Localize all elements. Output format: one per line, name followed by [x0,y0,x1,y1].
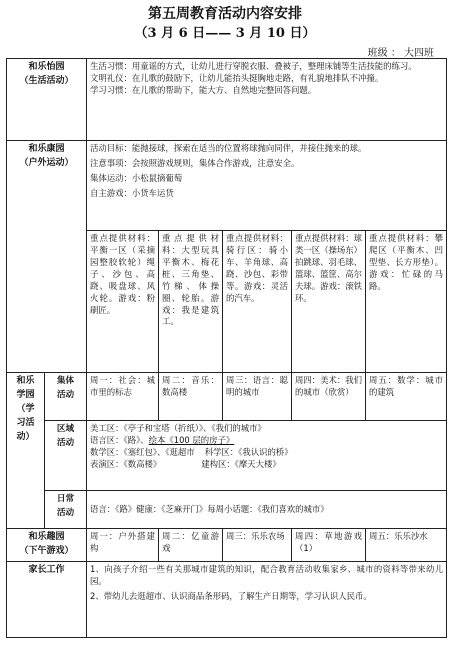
life-etiquette: 文明礼仪：在儿歌的鼓励下，让幼儿能抬头挺胸地走路，有礼貌地排队不冲撞。 [90,72,384,83]
collective-day3: 周三：语言：聪明的城市 [223,373,292,421]
collective-day2: 周二：音乐：数高楼 [159,373,223,421]
parents-item-1: 1、向孩子介绍一些有关那城市建筑的知识，配合教育活动收集家乡、城市的资料等带来幼儿园。 [90,564,444,586]
collective-day1: 周一：社会：城市里的标志 [87,373,159,421]
life-study-habit: 学习习惯：在儿歌的帮助下，能大方、自然地完整回答问题。 [90,84,317,95]
area-math-science [90,447,443,459]
materials-day4: 重点提供材料：球类一区（操场东）拍跳球、羽毛球、篮球、篮筐、高尔夫球。游戏：滚铁环。 [292,231,366,373]
area-art: 美工区：《亭子和宝塔（折纸）》、《我们的城市》 [90,423,266,433]
materials-day5: 重点提供材料：攀爬区（平衡木、凹型垫、长方形垫）。游戏：忙碌的马路。 [366,231,447,373]
parents-heading: 家长工作 [7,562,87,638]
date-range: （3 月 6 日—— 3 月 10 日） [134,26,316,41]
collective-label: 集体 活动 [45,373,87,421]
page-title: 第五周教育活动内容安排 [148,6,302,22]
collective-day4: 周四：美术：我们的城市（欣赏） [292,373,366,421]
fun-day5: 周五：乐乐沙水 [366,529,447,562]
area-label: 区域 活动 [45,421,87,491]
parents-item-2: 2、带幼儿去逛超市、认识商品条形码，了解生产日期等，学习认识人民币。 [90,590,372,601]
area-perf-build [90,459,443,471]
outdoor-free-game: 自主游戏：小货车运货 [90,187,174,198]
outdoor-notice: 注意事项：会按照游戏规则，集体合作游戏，注意安全。 [90,157,300,168]
outdoor-goal: 活动目标：能抛接球，探索在适当的位置将球抛向同伴，并接住抛来的球。 [90,143,367,153]
materials-day3: 重点提供材料：骑行区：骑小车、羊角球、高跷、沙包、彩带等。游戏：灵活的汽车。 [223,231,292,373]
area-building: 建构区：《摩天大楼》 [201,458,281,469]
fun-day3: 周三：乐乐农场 [223,529,292,562]
area-content [87,421,447,491]
area-performance: 表演区：《数高楼》 [90,458,162,469]
materials-day2: 重点提供材料：大型玩具平衡木、梅花桩、三角垫、竹梯、体操圈、轮胎。游戏：我是建筑工。 [159,231,223,373]
life-content [87,59,447,141]
daily-row [7,491,447,529]
fun-day4: 周四：草地游戏（1） [292,529,366,562]
picture-book-link: 绘本《100 层的房子》 [148,434,235,445]
life-row [7,59,447,141]
materials-day1: 重点提供材料：平衡一区（采摘园整胶软轮）绳子、沙包、高跷、吸盘球、风火轮。游戏：粉刷匠。 [87,231,159,373]
fun-day1: 周一：户外搭建构 [87,529,159,562]
fun-row [7,529,447,562]
area-language: 语言区：《路》、绘本《100 层的房子》 [90,434,235,445]
outdoor-goal-row [7,141,447,231]
fun-heading: 和乐趣园 （下午游戏） [7,529,87,562]
daily-label: 日常 活动 [45,491,87,529]
class-label: 班级 ： 大四班 [367,48,434,59]
life-habit: 生活习惯：用童谣的方式，让幼儿进行穿脱衣服、叠被子，整理床铺等生活技能的练习。 [90,61,417,71]
parents-row [7,562,447,638]
life-heading: 和乐怡园 （生活活动） [7,59,87,141]
collective-row [7,373,447,421]
schedule-table [6,58,447,638]
outdoor-goals [87,141,447,231]
outdoor-heading: 和乐康园 （户外运动） [7,141,87,373]
fun-day2: 周二：亿童游戏 [159,529,223,562]
parents-content [87,562,447,638]
area-row [7,421,447,491]
outdoor-group-game: 集体运动：小松鼠摘葡萄 [90,172,183,183]
daily-content: 语言：《路》健康：《芝麻开门》每周小话题：《我们喜欢的城市》 [87,491,447,529]
area-science: 科学区：《我认识的桥》 [204,446,293,457]
collective-day5: 周五：数学：城市的建筑 [366,373,447,421]
area-math: 数学区：《塞红包》、《逛超市 [90,446,195,457]
study-heading: 和乐 学园 （学 习活 动） [7,373,45,529]
